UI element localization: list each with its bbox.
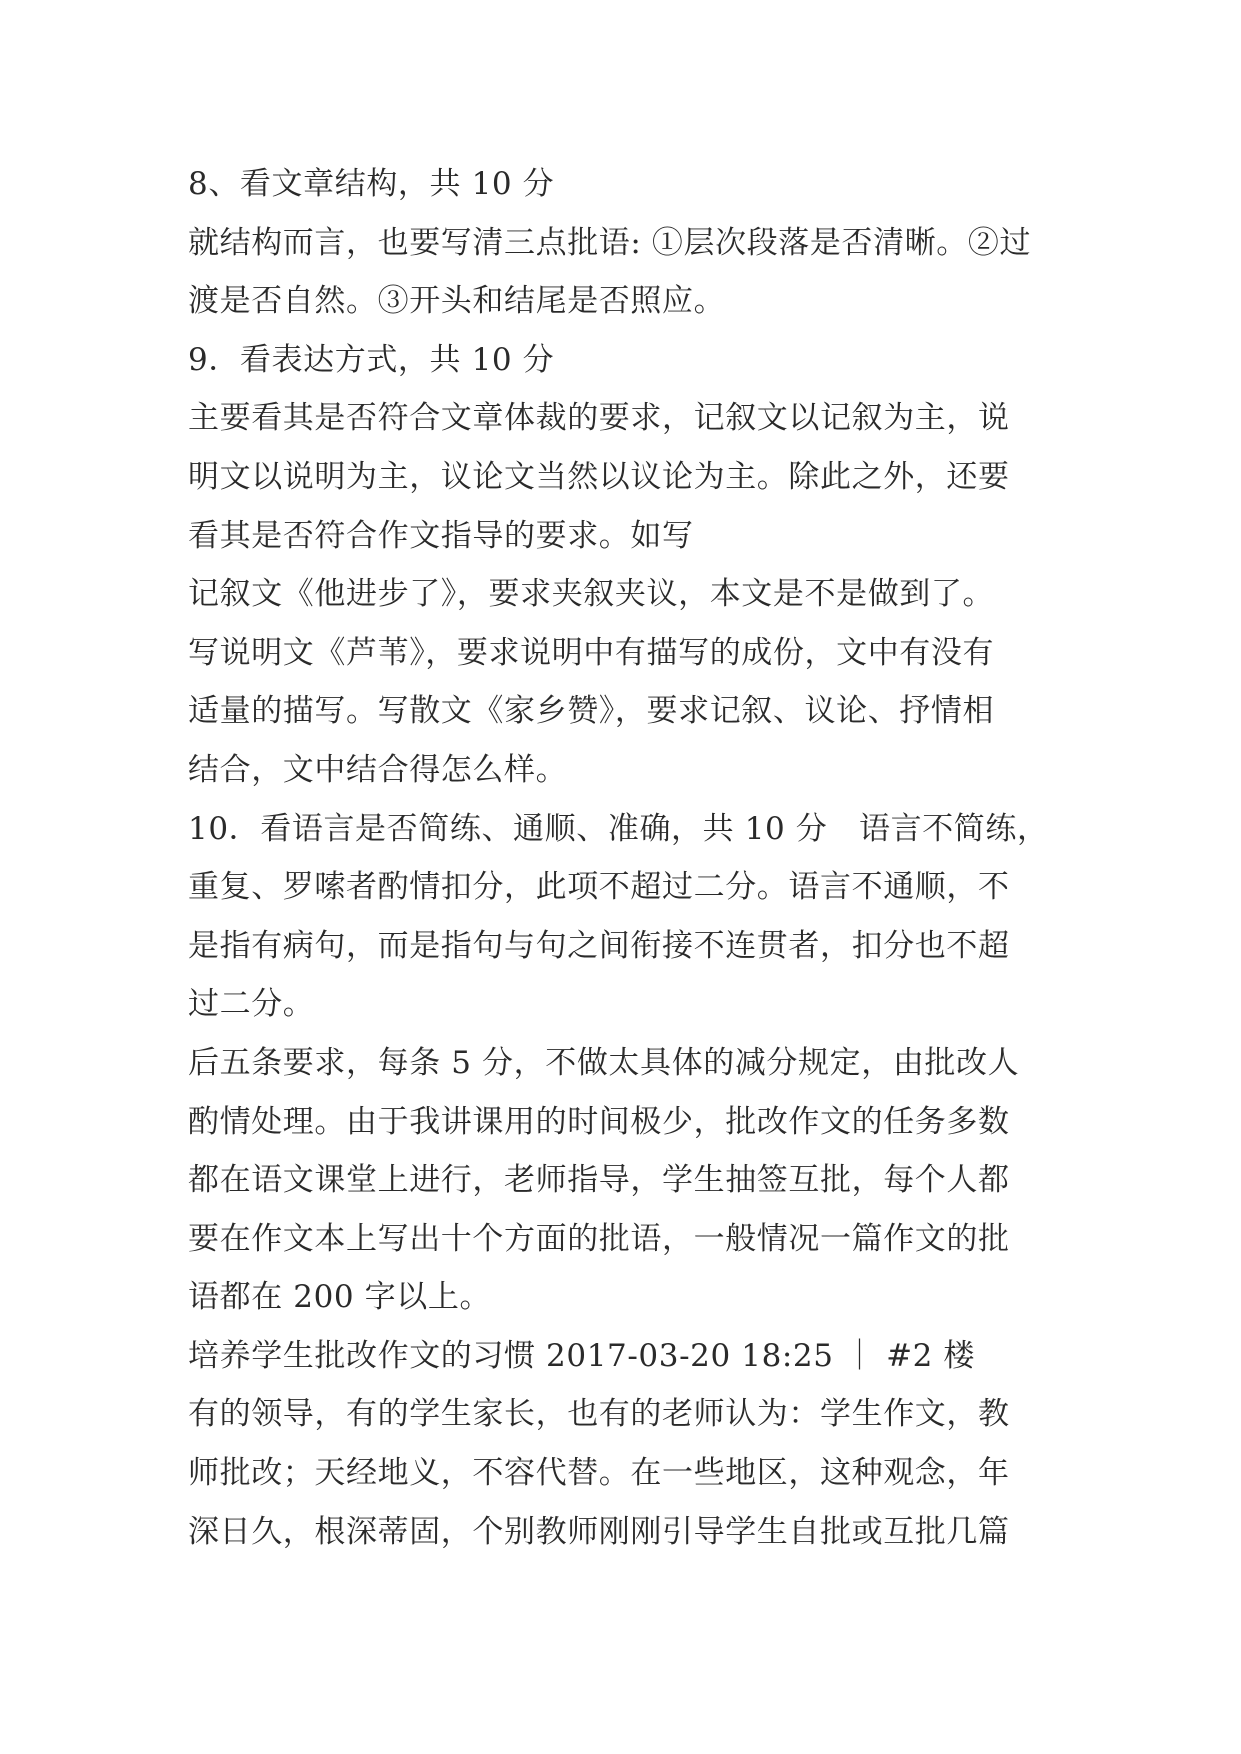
text-line: 8、看文章结构，共 10 分 [188,166,555,202]
text-line: 9．看表达方式，共 10 分 [188,341,555,378]
text-line: 重复、罗嗦者酌情扣分，此项不超过二分。语言不通顺，不 [188,869,1010,906]
text-line: 结合，文中结合得怎么样。 [188,751,568,788]
text-line: 语都在 200 字以上。 [188,1279,492,1316]
text-line: 有的领导，有的学生家长，也有的老师认为：学生作文，教 [188,1396,1010,1433]
text-line: 写说明文《芦苇》，要求说明中有描写的成份，文中有没有 [188,634,995,671]
post-header-line: 培养学生批改作文的习惯 2017-03-20 18:25 ｜ #2 楼 [188,1337,976,1374]
document-body [188,155,1068,1561]
text-line: 过二分。 [188,986,315,1023]
text-line: 师批改；天经地义，不容代替。在一些地区，这种观念，年 [188,1455,1010,1492]
text-line: 10．看语言是否简练、通顺、准确，共 10 分 语言不简练， [188,810,1049,847]
text-line: 就结构而言，也要写清三点批语: ①层次段落是否清晰。②过 [188,224,1032,261]
text-line: 深日久，根深蒂固，个别教师刚刚引导学生自批或互批几篇 [188,1513,1010,1550]
text-line: 酌情处理。由于我讲课用的时间极少，批改作文的任务多数 [188,1103,1010,1140]
text-line: 后五条要求，每条 5 分，不做太具体的减分规定，由批改人 [188,1044,1020,1081]
text-line: 渡是否自然。③开头和结尾是否照应。 [188,283,726,320]
text-line: 是指有病句，而是指句与句之间衔接不连贯者，扣分也不超 [188,927,1010,964]
text-line: 要在作文本上写出十个方面的批语，一般情况一篇作文的批 [188,1220,1010,1257]
text-line: 记叙文《他进步了》，要求夹叙夹议，本文是不是做到了。 [188,576,995,613]
text-line: 适量的描写。写散文《家乡赞》，要求记叙、议论、抒情相 [188,693,995,730]
text-line: 主要看其是否符合文章体裁的要求，记叙文以记叙为主，说 [188,400,1010,437]
text-line: 都在语文课堂上进行，老师指导，学生抽签互批，每个人都 [188,1162,1010,1199]
text-line: 明文以说明为主，议论文当然以议论为主。除此之外，还要 [188,458,1010,495]
text-line: 看其是否符合作文指导的要求。如写 [188,517,694,554]
